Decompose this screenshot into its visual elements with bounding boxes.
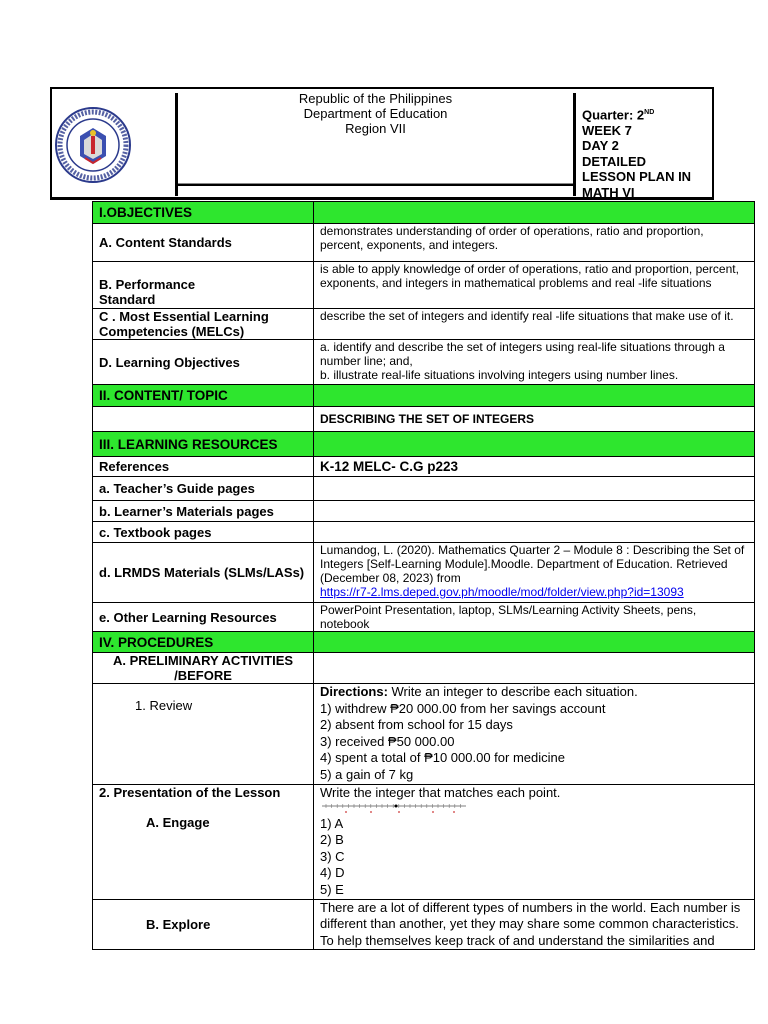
other-resources-value: PowerPoint Presentation, laptop, SLMs/Learning Activity Sheets, pens, notebook	[314, 603, 755, 632]
preliminary-activities-label: A. PRELIMINARY ACTIVITIES /BEFORE	[93, 653, 314, 684]
title-line-1: DETAILED	[582, 153, 647, 169]
header-divider-right	[573, 93, 576, 196]
week-label: WEEK 7	[582, 122, 632, 138]
performance-standard-label: B. Performance Standard	[93, 262, 314, 309]
header-line-3: Region VII	[345, 121, 406, 136]
table-row	[93, 653, 755, 684]
engage-content	[314, 785, 755, 900]
header-center-rule	[178, 183, 573, 186]
list-item: 3) C	[320, 848, 345, 864]
section-row-procedures	[93, 632, 755, 653]
explore-label: B. Explore	[93, 899, 314, 950]
header-agency	[178, 91, 573, 136]
topic-value: DESCRIBING THE SET OF INTEGERS	[314, 407, 755, 432]
review-list	[320, 701, 748, 784]
section-heading-content: II. CONTENT/ TOPIC	[93, 385, 314, 407]
presentation-cell	[93, 785, 314, 900]
table-row	[93, 543, 755, 603]
list-item: 4) spent a total of ₱10 000.00 for medicine	[320, 750, 565, 766]
number-line-figure	[320, 802, 468, 816]
learning-objectives-label: D. Learning Objectives	[93, 340, 314, 385]
table-row	[93, 262, 755, 309]
learners-materials-label: b. Learner’s Materials pages	[93, 501, 314, 522]
references-label: References	[93, 457, 314, 477]
title-line-3: MATH VI	[582, 184, 635, 200]
presentation-label: 2. Presentation of the Lesson	[99, 785, 281, 800]
number-line-point	[370, 811, 372, 813]
review-content	[314, 684, 755, 785]
number-line-point	[345, 811, 347, 813]
melc-label: C . Most Essential Learning Competencies (MELCs)	[93, 309, 314, 340]
table-row	[93, 603, 755, 632]
list-item: 1) A	[320, 815, 344, 831]
table-row	[93, 501, 755, 522]
section-heading-resources: III. LEARNING RESOURCES	[93, 432, 314, 457]
list-item: 3) received ₱50 000.00	[320, 733, 455, 749]
lrmds-label: d. LRMDS Materials (SLMs/LASs)	[93, 543, 314, 603]
header-line-2: Department of Education	[303, 106, 448, 121]
number-line-point	[432, 811, 434, 813]
table-row	[93, 309, 755, 340]
melc-value: describe the set of integers and identify real -life situations that make use of it.	[314, 309, 755, 340]
table-row	[93, 785, 755, 900]
table-row	[93, 899, 755, 950]
section-row-resources	[93, 432, 755, 457]
directions-text: Write an integer to describe each situation.	[387, 684, 638, 699]
header-lesson-info	[582, 105, 710, 200]
table-row	[93, 684, 755, 785]
table-row	[93, 340, 755, 385]
list-item: 5) a gain of 7 kg	[320, 766, 414, 782]
list-item: 2) absent from school for 15 days	[320, 717, 513, 733]
learning-objectives-value: a. identify and describe the set of integers using real-life situations through a number line; and, b. illustrate real-life situations involving integers using number lines.	[314, 340, 755, 385]
references-value: K-12 MELC- C.G p223	[314, 457, 755, 477]
day-label: DAY 2	[582, 138, 619, 154]
list-item: 2) B	[320, 832, 344, 848]
section-row-objectives	[93, 202, 755, 224]
deped-seal-logo	[54, 106, 132, 184]
content-standards-value: demonstrates understanding of order of operations, ratio and proportion, percent, exponents, and integers.	[314, 224, 755, 262]
lrmds-link[interactable]: https://r7-2.lms.deped.gov.ph/moodle/mod/folder/view.php?id=13093	[320, 585, 684, 599]
table-row	[93, 477, 755, 501]
lesson-plan-table	[92, 201, 755, 950]
content-standards-label: A. Content Standards	[93, 224, 314, 262]
number-line-point	[453, 811, 455, 813]
table-row	[93, 457, 755, 477]
list-item: 4) D	[320, 865, 345, 881]
list-item: 1) withdrew ₱20 000.00 from her savings account	[320, 700, 606, 716]
engage-instruction: Write the integer that matches each point.	[320, 785, 561, 800]
engage-label: A. Engage	[146, 815, 210, 830]
teachers-guide-label: a. Teacher’s Guide pages	[93, 477, 314, 501]
engage-list	[320, 816, 748, 899]
section-row-content	[93, 385, 755, 407]
quarter-label: Quarter: 2ND	[582, 107, 655, 123]
textbook-pages-label: c. Textbook pages	[93, 522, 314, 543]
directions-label: Directions:	[320, 684, 388, 699]
title-line-2: LESSON PLAN IN	[582, 169, 692, 185]
review-label: 1. Review	[93, 684, 314, 785]
section-heading-objectives: I.OBJECTIVES	[93, 202, 314, 224]
header-line-1: Republic of the Philippines	[298, 91, 453, 106]
performance-standard-value: is able to apply knowledge of order of operations, ratio and proportion, percent, exponents, and integers in mathematical problems and real -life situations	[314, 262, 755, 309]
lrmds-value: Lumandog, L. (2020). Mathematics Quarter 2 – Module 8 : Describing the Set of Integers [Self-Learning Module].Moodle. Department of Education. Retrieved (December 08, 2023) from https://r7-2.lms.deped.gov.ph/moodle/mod/folder/view.php?id=13093	[314, 543, 755, 603]
table-row	[93, 407, 755, 432]
list-item: 5) E	[320, 881, 344, 897]
other-resources-label: e. Other Learning Resources	[93, 603, 314, 632]
explore-text: There are a lot of different types of numbers in the world. Each number is different than another, yet they may share some common characteristics. To help themselves keep track of and understand the similarities and	[314, 899, 755, 950]
table-row	[93, 522, 755, 543]
section-heading-procedures: IV. PROCEDURES	[93, 632, 314, 653]
number-line-point	[398, 811, 400, 813]
table-row	[93, 224, 755, 262]
